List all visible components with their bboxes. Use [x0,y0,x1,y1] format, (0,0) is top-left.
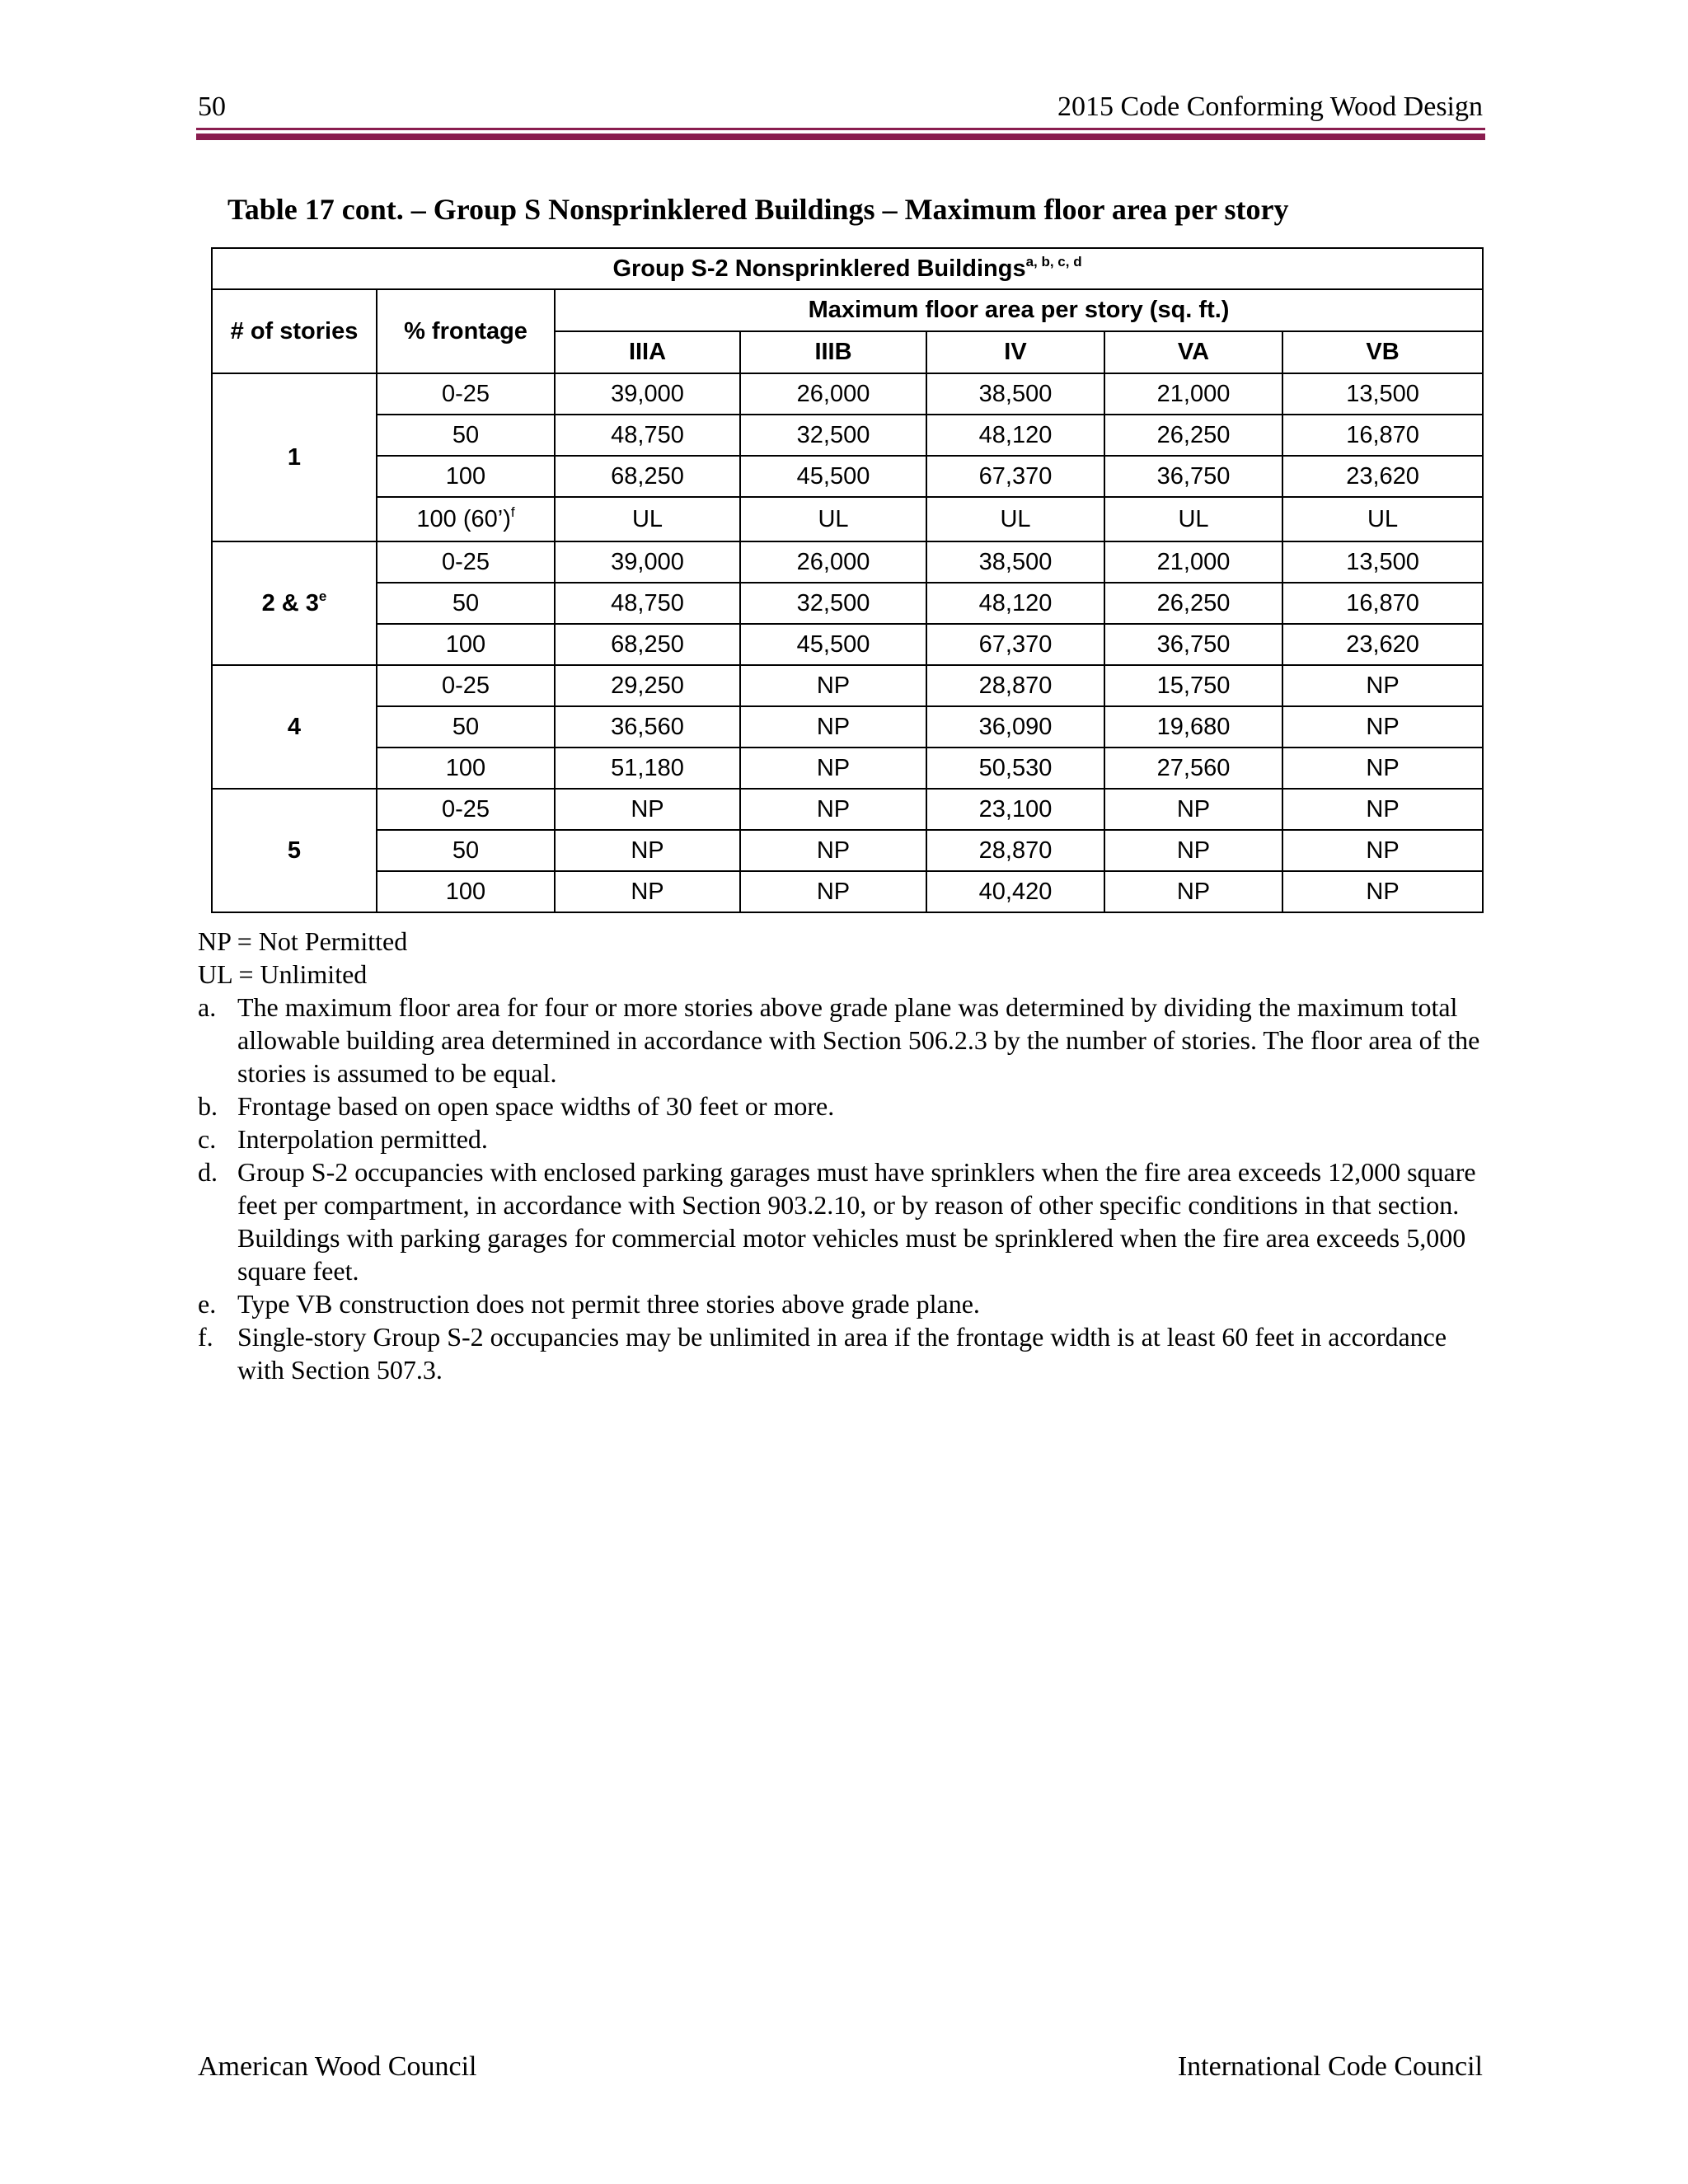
value-cell: 28,870 [926,830,1104,871]
footnote-letter: f. [198,1322,213,1352]
value-cell: 36,560 [555,706,740,748]
frontage-footnote: f [510,504,515,520]
value-cell: 23,100 [926,789,1104,830]
table-notes [198,925,1484,1386]
table-row [212,497,1483,541]
value-cell: 16,870 [1282,583,1483,624]
table-row [212,871,1483,912]
stories-label: 5 [287,837,302,864]
value-cell: 36,750 [1104,456,1282,497]
value-cell: NP [555,789,740,830]
footnote-text: Type VB construction does not permit three stories above grade plane. [237,1289,980,1319]
table-row [212,415,1483,456]
abbreviation-ul: UL = Unlimited [198,959,368,989]
footnote-text: Single-story Group S-2 occupancies may be unlimited in area if the frontage width is at least 60 feet in accordance with Section 507.3. [237,1322,1447,1385]
footnote-letter: b. [198,1091,218,1121]
frontage-cell: 0-25 [377,789,555,830]
footnote-letter: d. [198,1157,218,1187]
group-title-cell [212,248,1483,289]
frontage-cell: 0-25 [377,541,555,583]
footnote-text: The maximum floor area for four or more stories above grade plane was determined by dividing the maximum total allowable building area determined in accordance with Section 506.2.3 by the number of stories. The floor area of the stories is assumed to be equal. [237,992,1480,1088]
value-cell: UL [926,497,1104,541]
floor-area-table [211,247,1484,913]
value-cell: 45,500 [740,624,926,665]
value-cell: 48,120 [926,415,1104,456]
table-row [212,706,1483,748]
footnote-text: Interpolation permitted. [237,1124,488,1154]
value-cell: NP [740,789,926,830]
value-cell: NP [1282,706,1483,748]
value-cell: 26,250 [1104,415,1282,456]
value-cell: 29,250 [555,665,740,706]
stories-cell [212,789,377,912]
footnote-a [198,991,1484,1090]
frontage-cell: 0-25 [377,373,555,415]
header-rule-thin [196,128,1485,130]
footnote-b [198,1090,1484,1122]
frontage-cell: 50 [377,415,555,456]
abbreviation-np: NP = Not Permitted [198,926,408,956]
value-cell: NP [1282,789,1483,830]
value-cell: 21,000 [1104,373,1282,415]
value-cell: 68,250 [555,624,740,665]
stories-label: 2 & 3 [261,589,319,616]
col-header-type: VB [1282,331,1483,373]
value-cell: NP [1282,830,1483,871]
value-cell: 48,120 [926,583,1104,624]
footnote-letter: e. [198,1289,217,1319]
value-cell: 50,530 [926,748,1104,789]
col-header-max-area: Maximum floor area per story (sq. ft.) [555,289,1483,331]
stories-label: 1 [287,443,302,471]
value-cell: 13,500 [1282,373,1483,415]
footnote-f [198,1320,1484,1386]
frontage-cell [377,497,555,541]
value-cell: UL [1104,497,1282,541]
value-cell: 67,370 [926,624,1104,665]
table-row [212,665,1483,706]
value-cell: 51,180 [555,748,740,789]
value-cell: 45,500 [740,456,926,497]
value-cell: NP [1282,748,1483,789]
value-cell: NP [1104,830,1282,871]
value-cell: 36,750 [1104,624,1282,665]
value-cell: 16,870 [1282,415,1483,456]
stories-cell [212,373,377,541]
col-header-type: VA [1104,331,1282,373]
stories-footnote: e [318,588,327,604]
stories-label: 4 [287,713,302,740]
value-cell: 32,500 [740,583,926,624]
value-cell: 39,000 [555,541,740,583]
table-row [212,583,1483,624]
footnote-c [198,1122,1484,1155]
frontage-cell: 100 [377,748,555,789]
table-row [212,789,1483,830]
value-cell: 23,620 [1282,456,1483,497]
table-row [212,624,1483,665]
value-cell: NP [1282,871,1483,912]
value-cell: 48,750 [555,583,740,624]
table-row [212,541,1483,583]
value-cell: UL [740,497,926,541]
table-row [212,456,1483,497]
value-cell: 26,000 [740,541,926,583]
value-cell: NP [740,706,926,748]
frontage-cell: 100 [377,456,555,497]
frontage-cell: 0-25 [377,665,555,706]
value-cell: 26,000 [740,373,926,415]
value-cell: 40,420 [926,871,1104,912]
value-cell: 19,680 [1104,706,1282,748]
frontage-cell: 100 [377,871,555,912]
value-cell: NP [1282,665,1483,706]
value-cell: 32,500 [740,415,926,456]
stories-cell [212,541,377,665]
running-title: 2015 Code Conforming Wood Design [1057,91,1483,122]
col-header-type: IIIB [740,331,926,373]
value-cell: NP [740,665,926,706]
value-cell: 38,500 [926,373,1104,415]
footnote-text: Frontage based on open space widths of 30 feet or more. [237,1091,835,1121]
footnote-d [198,1155,1484,1287]
col-header-type: IV [926,331,1104,373]
frontage-cell: 50 [377,830,555,871]
value-cell: 28,870 [926,665,1104,706]
value-cell: NP [740,830,926,871]
page-number: 50 [198,91,226,122]
value-cell: 36,090 [926,706,1104,748]
table-row [212,373,1483,415]
col-header-frontage: % frontage [377,289,555,373]
value-cell: UL [1282,497,1483,541]
value-cell: UL [555,497,740,541]
value-cell: 15,750 [1104,665,1282,706]
value-cell: 67,370 [926,456,1104,497]
value-cell: NP [555,871,740,912]
frontage-label: 100 (60’) [416,505,511,532]
value-cell: NP [740,748,926,789]
frontage-cell: 100 [377,624,555,665]
value-cell: 39,000 [555,373,740,415]
value-cell: NP [1104,871,1282,912]
value-cell: 38,500 [926,541,1104,583]
footnote-letter: a. [198,992,217,1022]
footnote-text: Group S-2 occupancies with enclosed parking garages must have sprinklers when the fire area exceeds 12,000 square feet per compartment, in accordance with Section 903.2.10, or by reason of other specific conditions in that section. Buildings with parking garages for commercial motor vehicles must be sprinklered when the fire area exceeds 5,000 square feet. [237,1157,1476,1286]
table-row [212,748,1483,789]
value-cell: 13,500 [1282,541,1483,583]
value-cell: NP [555,830,740,871]
frontage-cell: 50 [377,706,555,748]
col-header-type: IIIA [555,331,740,373]
table-title: Table 17 cont. – Group S Nonsprinklered Buildings – Maximum floor area per story [227,193,1289,226]
value-cell: 23,620 [1282,624,1483,665]
value-cell: 48,750 [555,415,740,456]
footer-publisher-left: American Wood Council [198,2051,477,2082]
col-header-stories: # of stories [212,289,377,373]
frontage-cell: 50 [377,583,555,624]
value-cell: 21,000 [1104,541,1282,583]
stories-cell [212,665,377,789]
value-cell: NP [1104,789,1282,830]
value-cell: 26,250 [1104,583,1282,624]
footnote-e [198,1287,1484,1320]
footnote-letter: c. [198,1124,217,1154]
value-cell: NP [740,871,926,912]
group-title: Group S-2 Nonsprinklered Buildings [612,255,1026,282]
value-cell: 27,560 [1104,748,1282,789]
group-title-footnotes: a, b, c, d [1025,253,1082,269]
table-row [212,830,1483,871]
footer-publisher-right: International Code Council [1177,2051,1483,2082]
value-cell: 68,250 [555,456,740,497]
header-rule-thick [196,134,1485,140]
